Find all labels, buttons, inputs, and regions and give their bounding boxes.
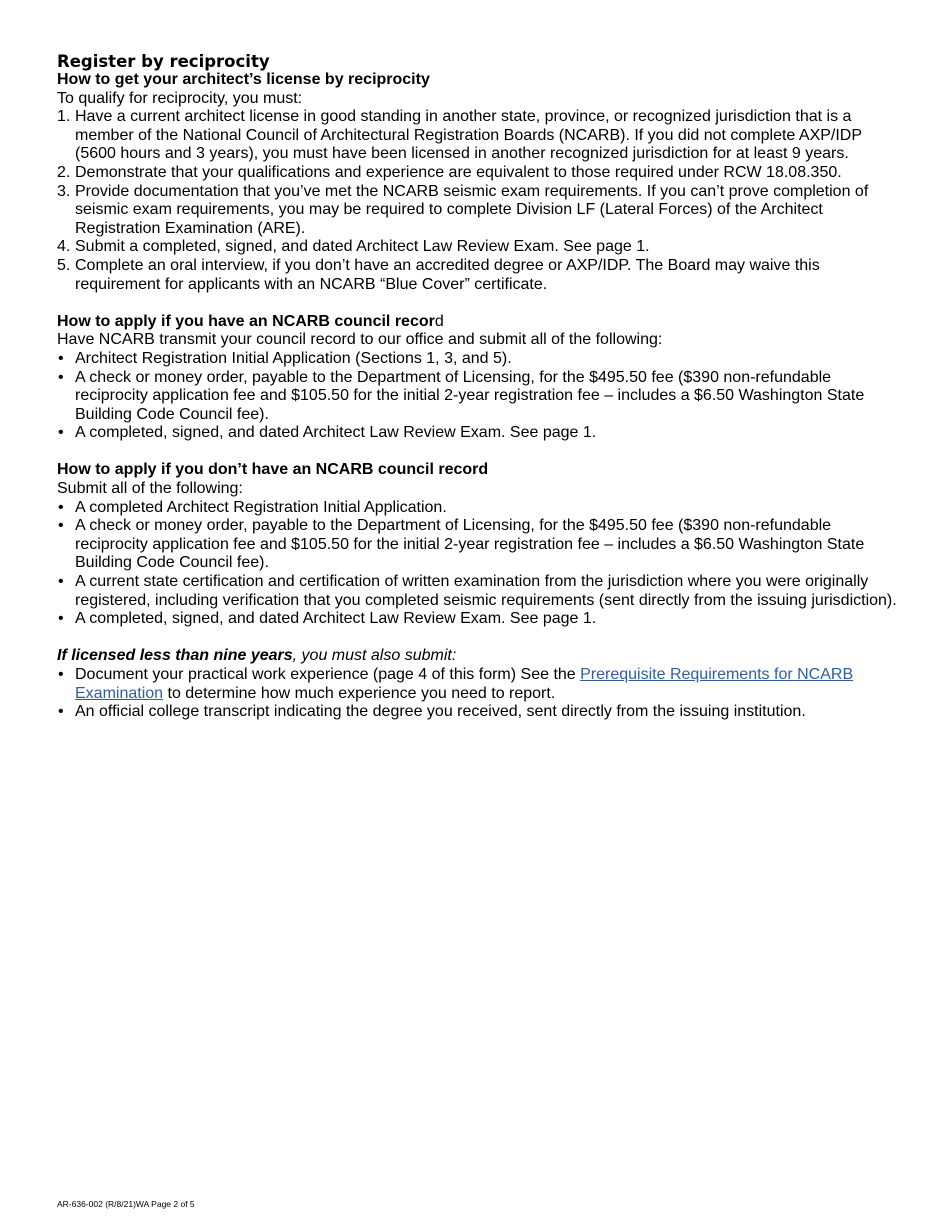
with-record-heading-tail: d xyxy=(434,312,444,330)
with-record-section xyxy=(57,313,902,443)
bullet-icon: • xyxy=(58,349,64,367)
bullet-icon: • xyxy=(58,517,64,535)
list-item xyxy=(57,238,902,257)
list-item-text: Architect Registration Initial Application (Sections 1, 3, and 5). xyxy=(75,349,512,367)
less-than-nine-intro xyxy=(57,647,902,666)
list-item-text: A completed Architect Registration Initial Application. xyxy=(75,498,447,516)
qualify-intro: To qualify for reciprocity, you must: xyxy=(57,89,303,107)
bullet-icon: • xyxy=(58,498,64,516)
list-item xyxy=(57,517,902,573)
list-item-text: Submit a completed, signed, and dated Architect Law Review Exam. See page 1. xyxy=(75,238,650,256)
list-item xyxy=(57,108,902,164)
list-item-text: A check or money order, payable to the Department of Licensing, for the $495.50 fee ($390 non-refundable reciprocity application fee and $105.50 for the initial 2-year registration fee – includes a $6.50 Washington State Building Code Council fee). xyxy=(75,517,865,572)
bullet-icon: • xyxy=(58,610,64,628)
list-marker: 3. xyxy=(57,182,71,200)
list-item xyxy=(57,350,902,369)
list-item-text: A current state certification and certification of written examination from the jurisdiction where you were originally registered, including verification that you completed seismic requirements (sent directly from the issuing jurisdiction). xyxy=(75,573,897,609)
list-item-text: A completed, signed, and dated Architect Law Review Exam. See page 1. xyxy=(75,610,597,628)
prerequisite-requirements-link[interactable]: Prerequisite Requirements for NCARB Examination xyxy=(75,666,854,702)
less-than-nine-intro-rest: , you must also submit: xyxy=(292,647,457,665)
less-than-nine-intro-bold: If licensed less than nine years xyxy=(57,647,293,665)
list-item xyxy=(57,369,902,425)
list-marker: 4. xyxy=(57,238,71,256)
list-item-text: Provide documentation that you’ve met the NCARB seismic exam requirements. If you can’t prove completion of seismic exam requirements, you may be required to complete Division LF (Lateral Forces) of the Architect Registration Examination (ARE). xyxy=(75,182,869,237)
document-page xyxy=(57,52,902,722)
list-item xyxy=(57,164,902,183)
page-title: Register by reciprocity xyxy=(57,52,270,71)
list-item xyxy=(57,666,902,703)
list-item-text: Complete an oral interview, if you don’t have an accredited degree or AXP/IDP. The Board may waive this requirement for applicants with an NCARB “Blue Cover” certificate. xyxy=(75,256,820,293)
bullet-icon: • xyxy=(58,703,64,721)
list-item xyxy=(57,703,902,722)
list-marker: 5. xyxy=(57,256,71,274)
page-footer: AR-636-002 (R/8/21)WA Page 2 of 5 xyxy=(57,1199,195,1209)
list-item-text: Have a current architect license in good standing in another state, province, or recognized jurisdiction that is a member of the National Council of Architectural Registration Boards (NCARB). If you did not complete AXP/IDP (5600 hours and 3 years), you must have been licensed in another recognized jurisdiction for at least 9 years. xyxy=(75,108,862,163)
without-record-heading: How to apply if you don’t have an NCARB council record xyxy=(57,461,489,479)
list-item-text: An official college transcript indicating the degree you received, sent directly from the issuing institution. xyxy=(75,703,806,721)
list-item xyxy=(57,573,902,610)
less-than-nine-section xyxy=(57,647,902,721)
without-record-section xyxy=(57,461,902,628)
list-item xyxy=(57,499,902,518)
bullet-icon: • xyxy=(58,573,64,591)
without-record-list xyxy=(57,499,902,629)
list-item xyxy=(57,183,902,239)
list-marker: 2. xyxy=(57,163,71,181)
less-than-nine-list xyxy=(57,666,902,722)
bullet-icon: • xyxy=(58,368,64,386)
list-item xyxy=(57,424,902,443)
without-record-intro: Submit all of the following: xyxy=(57,480,243,498)
with-record-intro: Have NCARB transmit your council record to our office and submit all of the following: xyxy=(57,331,663,349)
with-record-heading-text: How to apply if you have an NCARB council recor xyxy=(57,312,435,330)
bullet-icon: • xyxy=(58,424,64,442)
list-item-text-before: Document your practical work experience (page 4 of this form) See the xyxy=(75,666,581,683)
list-item-text: Demonstrate that your qualifications and experience are equivalent to those required under RCW 18.08.350. xyxy=(75,163,842,181)
list-item xyxy=(57,610,902,629)
with-record-heading xyxy=(57,313,902,332)
with-record-list xyxy=(57,350,902,443)
list-item-text: A completed, signed, and dated Architect Law Review Exam. See page 1. xyxy=(75,424,597,442)
bullet-icon: • xyxy=(58,666,64,683)
list-item xyxy=(57,257,902,294)
list-marker: 1. xyxy=(57,108,71,126)
requirements-list xyxy=(57,108,902,294)
list-item-text: A check or money order, payable to the Department of Licensing, for the $495.50 fee ($390 non-refundable reciprocity application fee and $105.50 for the initial 2-year registration fee – includes a $6.50 Washington State Building Code Council fee). xyxy=(75,368,865,423)
subtitle: How to get your architect’s license by reciprocity xyxy=(57,71,430,88)
list-item-text-after: to determine how much experience you need to report. xyxy=(163,684,556,702)
